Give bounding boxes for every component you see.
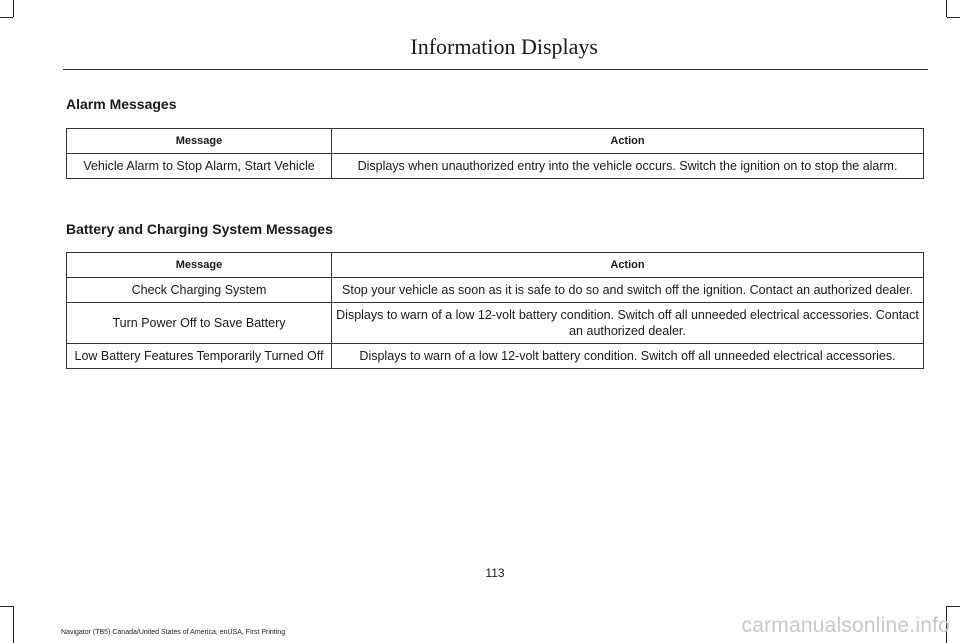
column-header-action: Action (332, 129, 924, 154)
table-header-row (67, 129, 924, 154)
column-header-message: Message (67, 129, 332, 154)
crop-mark (947, 17, 960, 18)
table-row (67, 344, 924, 369)
crop-mark (947, 606, 960, 607)
crop-mark (0, 17, 13, 18)
column-header-message: Message (67, 253, 332, 278)
table-row (67, 303, 924, 344)
table-row (67, 154, 924, 179)
section-heading-alarm: Alarm Messages (66, 96, 177, 112)
page-number: 113 (485, 566, 505, 580)
crop-mark (13, 0, 14, 17)
message-cell: Low Battery Features Temporarily Turned Off (67, 344, 332, 369)
header-divider (63, 69, 928, 70)
action-cell: Displays to warn of a low 12-volt battery condition. Switch off all unneeded electrical accessories. Contact an authorized dealer. (332, 303, 924, 344)
action-cell: Displays when unauthorized entry into the vehicle occurs. Switch the ignition on to stop the alarm. (332, 154, 924, 179)
table-header-row (67, 253, 924, 278)
page-title: Information Displays (410, 34, 598, 59)
action-cell: Displays to warn of a low 12-volt battery condition. Switch off all unneeded electrical accessories. (332, 344, 924, 369)
alarm-messages-table (66, 128, 924, 179)
action-cell: Stop your vehicle as soon as it is safe to do so and switch off the ignition. Contact an authorized dealer. (332, 278, 924, 303)
crop-mark (13, 606, 14, 643)
message-cell: Turn Power Off to Save Battery (67, 303, 332, 344)
battery-messages-table (66, 252, 924, 369)
crop-mark (0, 606, 13, 607)
column-header-action: Action (332, 253, 924, 278)
table-row (67, 278, 924, 303)
section-heading-battery: Battery and Charging System Messages (66, 221, 333, 237)
crop-mark (946, 0, 947, 17)
message-cell: Vehicle Alarm to Stop Alarm, Start Vehicle (67, 154, 332, 179)
watermark: carmanualsonline.info (741, 614, 950, 637)
footer-printing-info: Navigator (TB5) Canada/United States of America, enUSA, First Printing (61, 629, 286, 636)
message-cell: Check Charging System (67, 278, 332, 303)
